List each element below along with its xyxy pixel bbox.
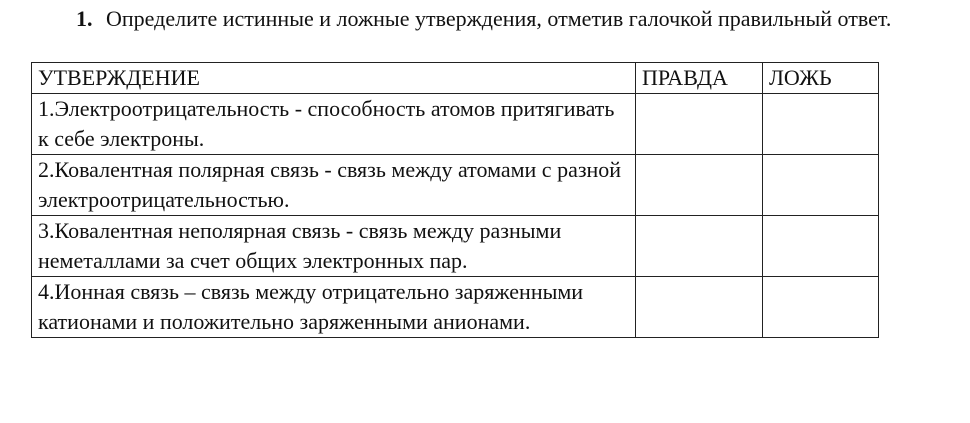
false-answer-cell-2[interactable]: [763, 155, 879, 216]
header-statement: УТВЕРЖДЕНИЕ: [32, 63, 636, 94]
task-instruction: Определите истинные и ложные утверждения, отметив галочкой правильный ответ.: [106, 6, 892, 31]
table-row: [32, 94, 879, 155]
false-answer-cell-1[interactable]: [763, 94, 879, 155]
true-answer-cell-2[interactable]: [636, 155, 763, 216]
table-row: [32, 277, 879, 338]
true-answer-cell-1[interactable]: [636, 94, 763, 155]
true-answer-cell-3[interactable]: [636, 216, 763, 277]
header-true: ПРАВДА: [636, 63, 763, 94]
table-header-row: [32, 63, 879, 94]
table-row: [32, 155, 879, 216]
header-false: ЛОЖЬ: [763, 63, 879, 94]
statement-cell-3: 3.Ковалентная неполярная связь - связь между разными неметаллами за счет общих электронных пар.: [32, 216, 636, 277]
true-answer-cell-4[interactable]: [636, 277, 763, 338]
statement-cell-4: 4.Ионная связь – связь между отрицательно заряженными катионами и положительно заряженными анионами.: [32, 277, 636, 338]
task-number: 1.: [76, 6, 93, 31]
false-answer-cell-3[interactable]: [763, 216, 879, 277]
false-answer-cell-4[interactable]: [763, 277, 879, 338]
statement-cell-1: 1.Электроотрицательность - способность атомов притягивать к себе электроны.: [32, 94, 636, 155]
statements-table: [31, 62, 879, 338]
statement-cell-2: 2.Ковалентная полярная связь - связь между атомами с разной электроотрицательностью.: [32, 155, 636, 216]
table-row: [32, 216, 879, 277]
task-block: [76, 4, 956, 34]
